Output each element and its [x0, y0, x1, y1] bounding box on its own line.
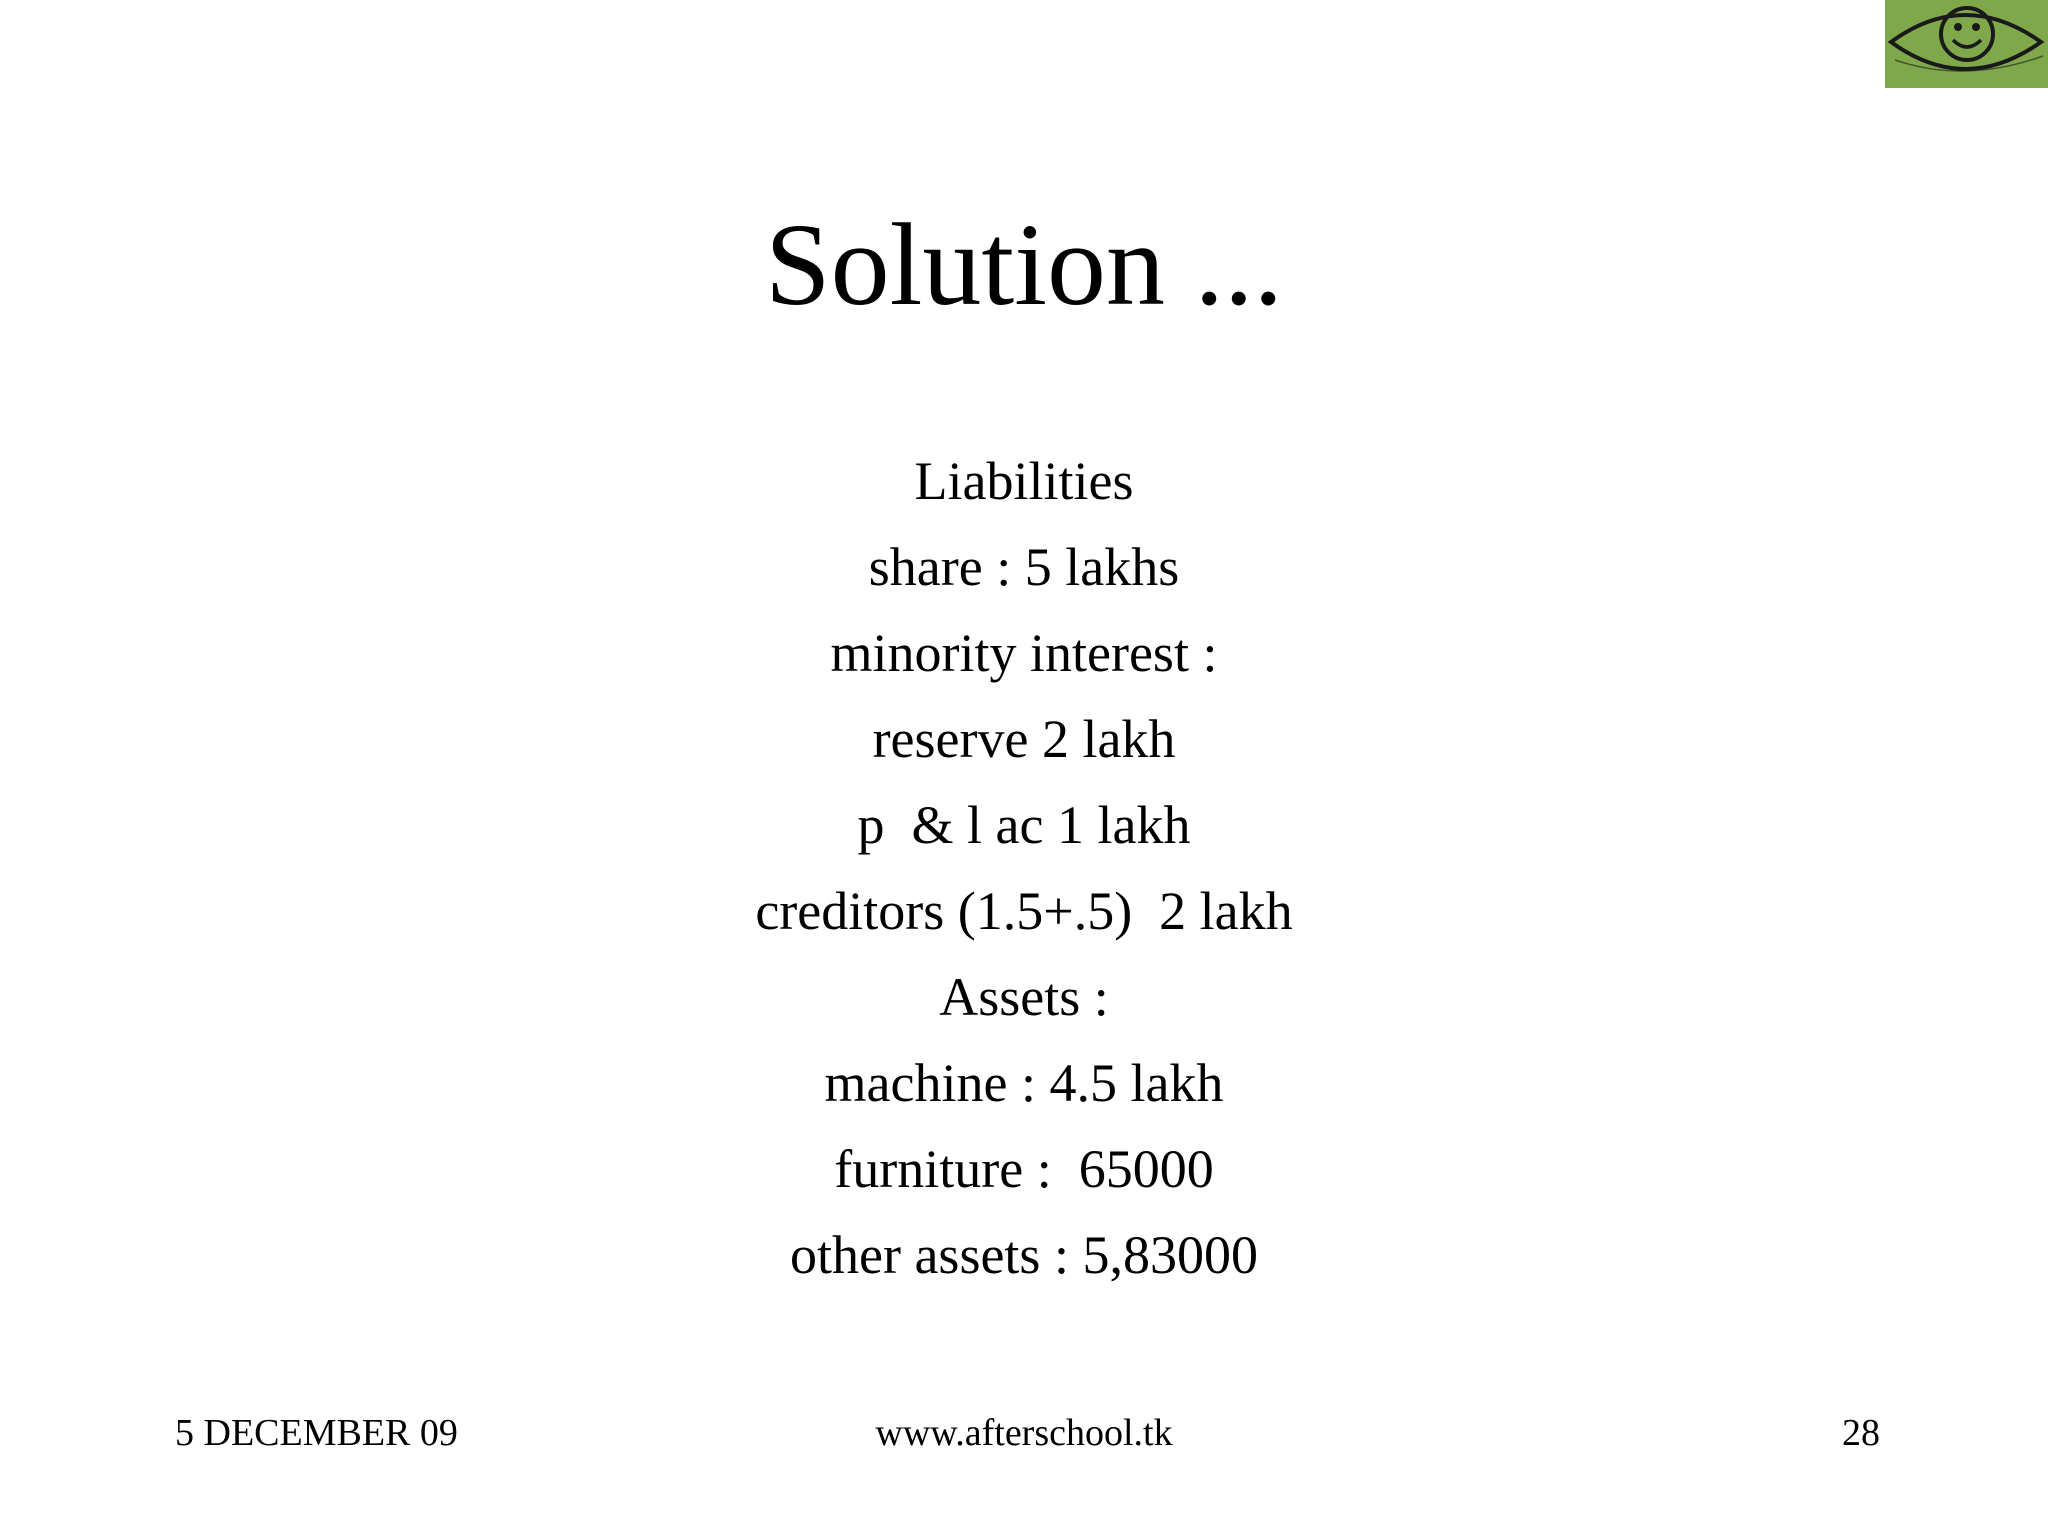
body-line-pl-account: p & l ac 1 lakh: [857, 795, 1191, 855]
slide-title: Solution ...: [765, 199, 1283, 330]
body-line-share: share : 5 lakhs: [868, 537, 1180, 597]
body-line-machine: machine : 4.5 lakh: [824, 1053, 1224, 1113]
slide-body: [0, 438, 2048, 1298]
body-line-creditors: creditors (1.5+.5) 2 lakh: [755, 881, 1293, 941]
smiley-eye-logo-icon: [1885, 0, 2048, 88]
body-line-furniture: furniture : 65000: [834, 1139, 1214, 1199]
footer-page-number: 28: [1842, 1412, 1880, 1454]
footer-date: 5 DECEMBER 09: [175, 1412, 458, 1454]
body-line-assets-heading: Assets :: [939, 967, 1109, 1027]
body-line-other-assets: other assets : 5,83000: [790, 1225, 1258, 1285]
footer-url: www.afterschool.tk: [875, 1412, 1173, 1454]
body-line-minority-interest: minority interest :: [830, 623, 1218, 683]
body-line-reserve: reserve 2 lakh: [872, 709, 1176, 769]
body-line-liabilities-heading: Liabilities: [914, 451, 1134, 511]
logo: [1885, 0, 2048, 88]
